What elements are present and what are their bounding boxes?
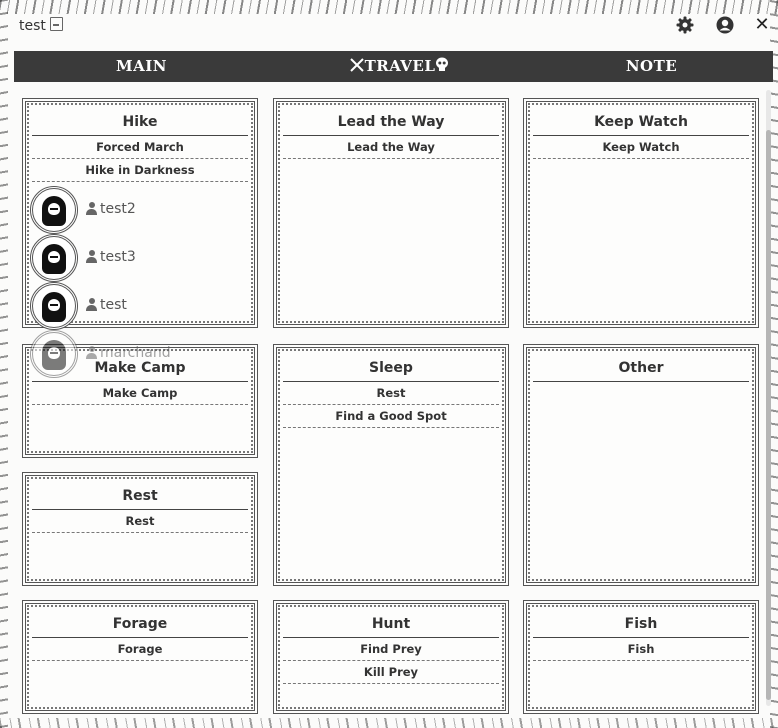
token-name: test [100, 297, 127, 313]
action-item[interactable]: Rest [283, 382, 499, 405]
torn-paper-right-edge [770, 0, 778, 728]
character-token[interactable] [30, 282, 230, 330]
person-icon [86, 346, 97, 359]
tab-main[interactable]: MAIN [116, 57, 167, 75]
character-token-list [30, 186, 230, 378]
character-token[interactable] [30, 234, 230, 282]
scrollbar[interactable] [766, 90, 771, 706]
tab-travel[interactable] [329, 51, 469, 82]
close-icon[interactable]: ✕ [754, 14, 770, 35]
box-title: Forage [32, 612, 248, 638]
activity-box-forage [22, 600, 258, 714]
box-title: Fish [533, 612, 749, 638]
action-item[interactable]: Kill Prey [283, 661, 499, 684]
activity-box-rest [22, 472, 258, 586]
character-token[interactable] [30, 186, 230, 234]
token-name: test3 [100, 249, 136, 265]
torn-paper-bottom-edge [0, 718, 778, 728]
action-item[interactable]: Forced March [32, 136, 248, 159]
box-title: Other [533, 356, 749, 382]
main-nav [14, 51, 773, 82]
activity-box-fish [523, 600, 759, 714]
activity-box-keep-watch [523, 98, 759, 328]
box-title: Hike [32, 110, 248, 136]
scrollbar-thumb[interactable] [766, 130, 771, 700]
action-item[interactable]: Fish [533, 638, 749, 661]
action-item[interactable]: Make Camp [32, 382, 248, 405]
book-icon [50, 17, 63, 31]
activity-box-sleep [273, 344, 509, 586]
torn-paper-left-edge [0, 0, 8, 728]
person-icon [86, 250, 97, 263]
action-item[interactable]: Rest [32, 510, 248, 533]
tab-note[interactable]: NOTE [625, 57, 678, 75]
tab-travel-label: TRAVEL [364, 57, 436, 75]
user-circle-icon[interactable] [715, 15, 735, 35]
action-item[interactable]: Find Prey [283, 638, 499, 661]
activity-box-hunt [273, 600, 509, 714]
action-item[interactable]: Lead the Way [283, 136, 499, 159]
box-title: Hunt [283, 612, 499, 638]
activity-box-other [523, 344, 759, 586]
gear-icon[interactable] [675, 15, 695, 35]
action-item[interactable]: Find a Good Spot [283, 405, 499, 428]
person-icon [86, 298, 97, 311]
token-name: test2 [100, 201, 136, 217]
window-titlebar [0, 12, 778, 40]
box-title: Keep Watch [533, 110, 749, 136]
skull-icon [435, 57, 449, 73]
hooded-figure-portrait [30, 282, 78, 330]
box-title: Sleep [283, 356, 499, 382]
action-item[interactable]: Hike in Darkness [32, 159, 248, 182]
window-title [19, 17, 63, 34]
character-token[interactable] [30, 330, 230, 378]
token-name: marchand [100, 345, 171, 361]
hooded-figure-portrait [30, 234, 78, 282]
activity-box-lead-the-way [273, 98, 509, 328]
hooded-figure-portrait [30, 186, 78, 234]
box-title: Rest [32, 484, 248, 510]
box-title: Make Camp [32, 356, 248, 382]
action-item[interactable]: Keep Watch [533, 136, 749, 159]
crossed-swords-icon [349, 57, 365, 73]
person-icon [86, 202, 97, 215]
action-item[interactable]: Forage [32, 638, 248, 661]
window-title-text: test [19, 18, 46, 34]
box-title: Lead the Way [283, 110, 499, 136]
hooded-figure-portrait [30, 330, 78, 378]
